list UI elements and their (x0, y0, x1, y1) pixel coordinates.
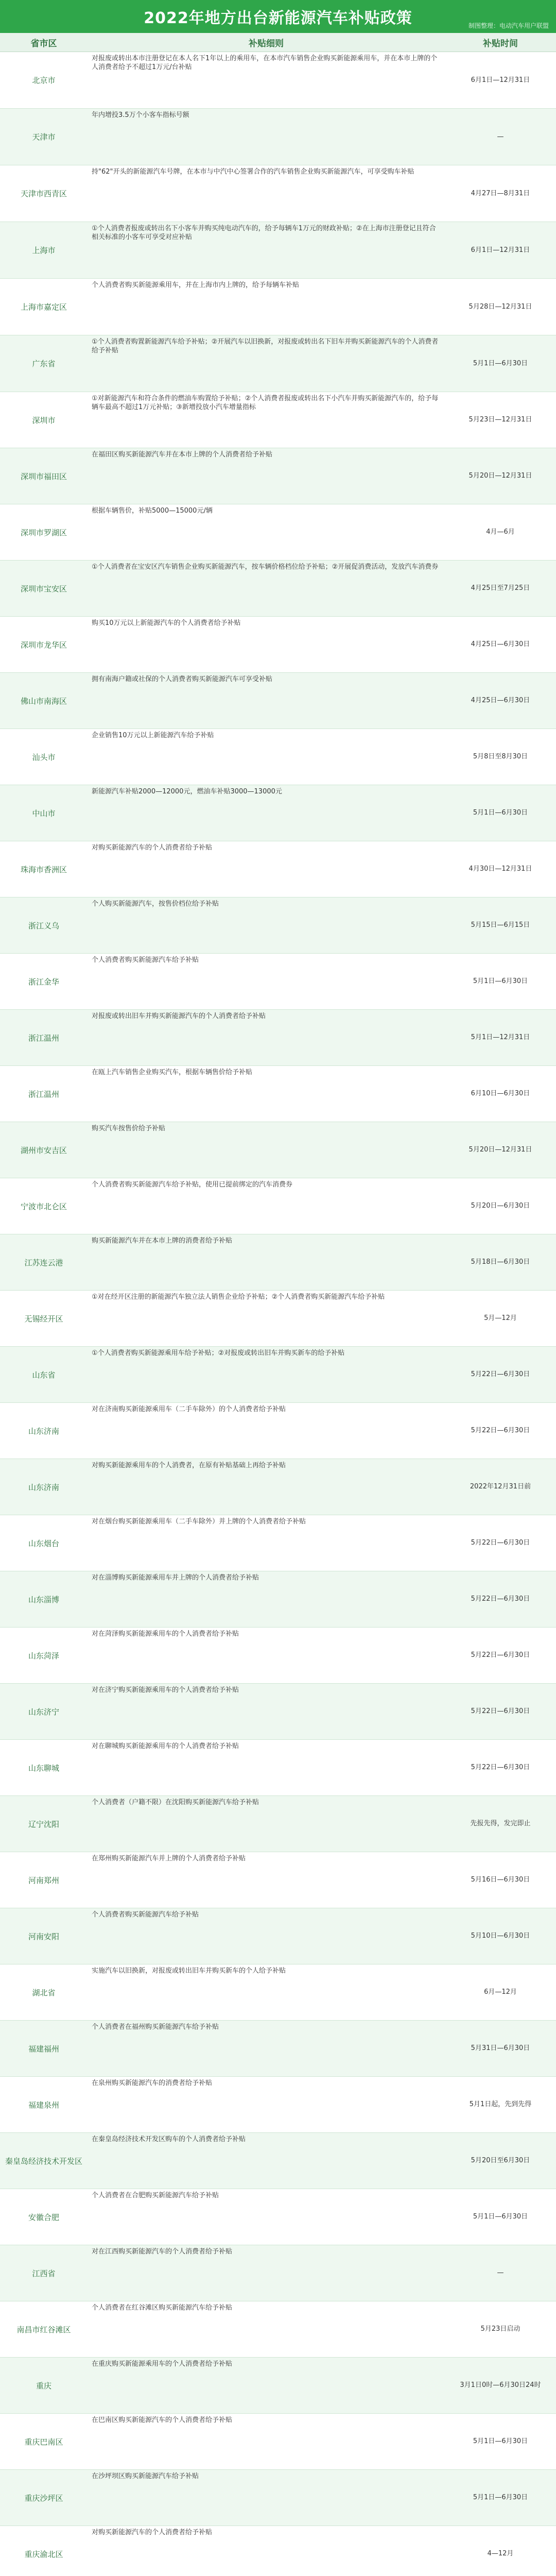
table-row (0, 1515, 556, 1571)
table-row (0, 954, 556, 1010)
table-row (0, 335, 556, 392)
row-period: 4月25日—6月30日 (471, 697, 530, 704)
row-period: 6月1日—12月31日 (471, 246, 530, 254)
table-row (0, 2414, 556, 2470)
row-region: 北京市 (32, 76, 56, 85)
row-period: 5月22日—6月30日 (471, 1370, 530, 1378)
row-region: 秦皇岛经济技术开发区 (5, 2156, 82, 2166)
row-policy: 在泉州购买新能源汽车的消费者给予补贴 (92, 2079, 213, 2087)
row-period: 5月22日—6月30日 (471, 1427, 530, 1434)
row-policy: ①对新能源汽车和符合条件的燃油车购置给予补贴；②个人消费者报废或转出名下小汽车并购买新能源汽车的，给予每辆车最高不超过1万元补贴；③新增投放小汽车增量指标 (92, 395, 439, 411)
row-period: 5月22日—6月30日 (471, 1595, 530, 1603)
row-region: 浙江义乌 (28, 921, 59, 930)
row-policy: 在瓯上汽车销售企业购买汽车，根据车辆售价给予补贴 (92, 1069, 253, 1076)
table-row (0, 1178, 556, 1234)
row-region: 宁波市北仑区 (20, 1201, 67, 1211)
table-row (0, 504, 556, 561)
row-period: 3月1日0时—6月30日24时 (460, 2381, 541, 2389)
row-region: 山东烟台 (28, 1538, 59, 1548)
row-period: 6月—12月 (484, 1988, 517, 1996)
table-row (0, 222, 556, 279)
row-policy: 个人购买新能源汽车，按售价档位给予补贴 (92, 900, 219, 908)
row-period: 5月22日—6月30日 (471, 1651, 530, 1659)
row-policy: 对购买新能源汽车的个人消费者给予补贴 (92, 2529, 213, 2536)
table-row (0, 673, 556, 729)
row-region: 天津市 (32, 132, 56, 142)
row-region: 河南郑州 (28, 1875, 59, 1885)
row-region: 重庆巴南区 (24, 2437, 63, 2447)
row-policy: 年内增投3.5万个小客车指标号额 (92, 111, 189, 119)
page-title: 2022年地方出台新能源汽车补贴政策 (144, 9, 412, 27)
row-period: 5月23日启动 (480, 2325, 520, 2333)
table-row (0, 1964, 556, 2021)
row-period: 5月1日—6月30日 (473, 359, 528, 367)
row-region: 江苏连云港 (24, 1258, 63, 1267)
table-row (0, 1291, 556, 1347)
row-period: 5月22日—6月30日 (471, 1539, 530, 1547)
table-header (0, 33, 556, 52)
row-region: 浙江温州 (28, 1089, 59, 1099)
row-policy: 在郑州购买新能源汽车并上牌的个人消费者给予补贴 (92, 1855, 246, 1862)
table-row (0, 897, 556, 954)
row-region: 深圳市福田区 (20, 471, 67, 481)
table-row (0, 109, 556, 165)
row-period: 5月1日—6月30日 (473, 977, 528, 985)
row-region: 福建泉州 (28, 2100, 59, 2110)
row-period: 5月20日—12月31日 (468, 472, 532, 480)
row-policy: 在巴南区购买新能源汽车的个人消费者给予补贴 (92, 2416, 233, 2424)
row-region: 深圳市罗湖区 (20, 528, 67, 537)
row-period: 5月20日—12月31日 (468, 1146, 532, 1154)
row-policy: 个人消费者购买新能源汽车给予补贴 (92, 1911, 199, 1919)
row-region: 河南安阳 (28, 1931, 59, 1941)
row-period: 5月8日至8月30日 (473, 753, 528, 760)
row-period: 5月15日—6月15日 (471, 921, 530, 929)
row-policy: 个人消费者在合肥购买新能源汽车给予补贴 (92, 2192, 219, 2199)
row-policy: 实施汽车以旧换新，对报废或转出旧车并购买新车的个人给予补贴 (92, 1967, 286, 1975)
row-region: 山东济宁 (28, 1707, 59, 1717)
table-row (0, 392, 556, 448)
row-region: 重庆渝北区 (24, 2549, 63, 2559)
row-region: 广东省 (32, 359, 56, 368)
table-row (0, 1684, 556, 1740)
table-row (0, 2021, 556, 2077)
header-policy: 补贴细则 (249, 38, 284, 49)
table-row (0, 1628, 556, 1684)
row-period: 5月1日—6月30日 (473, 2437, 528, 2445)
row-policy: 持"62"开头的新能源汽车号牌，在本市与中汽中心签署合作的汽车销售企业购买新能源汽车，可享受购车补贴 (92, 168, 414, 176)
table-row (0, 1066, 556, 1122)
row-period: 5月23日—12月31日 (468, 416, 532, 423)
row-period: 4月—6月 (486, 528, 515, 536)
row-policy: 对在聊城购买新能源乘用车的个人消费者给予补贴 (92, 1742, 239, 1750)
row-period: 4月30日—12月31日 (468, 865, 532, 873)
row-policy: 对报废或转出本市注册登记在本人名下1年以上的乘用车，在本市汽车销售企业购买新能源乘用车，并在本市上牌的个人消费者给予不超过1万元/台补贴 (92, 55, 438, 71)
row-policy: 在沙坪坝区购买新能源汽车给予补贴 (92, 2472, 199, 2480)
row-region: 天津市西青区 (20, 189, 67, 198)
row-region: 湖州市安吉区 (20, 1145, 67, 1155)
row-region: 安徽合肥 (28, 2212, 59, 2222)
table-row (0, 1740, 556, 1796)
table-row (0, 1347, 556, 1403)
table-row (0, 1122, 556, 1178)
row-region: 中山市 (32, 808, 56, 818)
table-row (0, 2526, 556, 2576)
row-period: 5月22日—6月30日 (471, 1707, 530, 1715)
row-region: 佛山市南海区 (20, 696, 67, 706)
row-period: 5月28日—12月31日 (468, 302, 532, 311)
row-policy: ①个人消费者购买新能源乘用车给予补贴；②对报废或转出旧车并购买新车的给予补贴 (92, 1349, 345, 1357)
row-region: 上海市 (32, 246, 56, 255)
row-period: 5月1日起，先到先得 (469, 2100, 532, 2108)
row-policy: 个人消费者购买新能源汽车给予补贴，使用已提前绑定的汽车消费券 (92, 1181, 293, 1189)
row-region: 山东省 (32, 1370, 56, 1380)
row-period: 先报先得，发完即止 (470, 1820, 531, 1827)
table-row (0, 1571, 556, 1628)
row-period: 2022年12月31日前 (470, 1483, 531, 1490)
row-period: — (497, 132, 504, 141)
row-region: 汕头市 (32, 752, 56, 762)
row-policy: 对购买新能源乘用车的个人消费者，在原有补贴基础上再给予补贴 (92, 1462, 286, 1469)
row-region: 山东济南 (28, 1482, 59, 1492)
row-policy: ①对在经开区注册的新能源汽车独立法人销售企业给予补贴；②个人消费者购买新能源汽车给予补贴 (92, 1293, 385, 1301)
row-policy: 个人消费者购买新能源乘用车，并在上海市内上牌的，给予每辆车补贴 (92, 281, 300, 289)
row-region: 湖北省 (32, 1988, 56, 1997)
row-policy: 对在济宁购买新能源乘用车的个人消费者给予补贴 (92, 1686, 239, 1694)
table-row (0, 2077, 556, 2133)
row-region: 重庆 (36, 2381, 51, 2391)
row-region: 浙江温州 (28, 1033, 59, 1043)
row-period: 5月20日至6月30日 (471, 2157, 530, 2164)
row-policy: 新能源汽车补贴2000—12000元，燃油车补贴3000—13000元 (92, 788, 282, 795)
row-policy: 企业销售10万元以上新能源汽车给予补贴 (92, 732, 214, 739)
row-region: 山东济南 (28, 1426, 59, 1436)
table-row (0, 1852, 556, 1908)
row-region: 深圳市宝安区 (20, 584, 67, 594)
row-period: 4—12月 (487, 2550, 514, 2557)
row-region: 福建福州 (28, 2044, 59, 2054)
table-row (0, 2245, 556, 2301)
title-bar (0, 0, 556, 33)
table-row (0, 2133, 556, 2189)
row-policy: ①个人消费者购置新能源汽车给予补贴；②开展汽车以旧换新，对报废或转出名下旧车并购买新能源汽车的个人消费者给予补贴 (92, 338, 439, 354)
row-period: 5月—12月 (484, 1314, 517, 1322)
row-period: 5月20日—6月30日 (471, 1202, 530, 1210)
row-region: 山东菏泽 (28, 1651, 59, 1660)
row-policy: 在福田区购买新能源汽车并在本市上牌的个人消费者给予补贴 (92, 451, 273, 459)
table-row (0, 729, 556, 785)
row-policy: 个人消费者在红谷滩区购买新能源汽车给予补贴 (92, 2304, 233, 2312)
row-policy: 对在菏泽购买新能源乘用车的个人消费者给予补贴 (92, 1630, 239, 1638)
row-policy: 对在江西购买新能源汽车的个人消费者给予补贴 (92, 2248, 233, 2256)
row-region: 浙江金华 (28, 977, 59, 987)
row-policy: 在重庆购买新能源乘用车的个人消费者给予补贴 (92, 2360, 233, 2368)
row-period: 5月18日—6月30日 (471, 1258, 530, 1266)
table-row (0, 1908, 556, 1964)
row-region: 无锡经开区 (24, 1314, 63, 1324)
row-period: 5月10日—6月30日 (471, 1932, 530, 1940)
row-period: 4月27日—8月31日 (471, 189, 530, 197)
row-region: 深圳市 (32, 415, 56, 425)
row-policy: 购买汽车按售价给予补贴 (92, 1125, 166, 1132)
row-region: 珠海市香洲区 (20, 865, 67, 874)
row-period: 5月1日—6月30日 (473, 2213, 528, 2221)
row-policy: 个人消费者购买新能源汽车给予补贴 (92, 956, 199, 964)
row-period: 6月10日—6月30日 (471, 1090, 530, 1097)
row-region: 上海市嘉定区 (20, 302, 67, 312)
row-region: 江西省 (32, 2268, 56, 2278)
table-row (0, 785, 556, 841)
row-period: 5月1日—6月30日 (473, 2494, 528, 2501)
row-period: 5月1日—6月30日 (473, 809, 528, 817)
row-region: 南昌市红谷滩区 (16, 2325, 71, 2334)
table-row (0, 2358, 556, 2414)
table-row (0, 52, 556, 109)
table-row (0, 2189, 556, 2245)
header-period: 补贴时间 (483, 38, 518, 49)
row-policy: 对在淄博购买新能源乘用车并上牌的个人消费者给予补贴 (92, 1574, 259, 1582)
row-region: 山东淄博 (28, 1595, 59, 1604)
credit-text: 制图整理：电动汽车用户联盟 (468, 22, 549, 29)
table-row (0, 1234, 556, 1291)
row-period: — (497, 2269, 504, 2277)
table-row (0, 1403, 556, 1459)
row-region: 深圳市龙华区 (20, 640, 67, 650)
row-policy: 个人消费者（户籍不限）在沈阳购买新能源汽车给予补贴 (92, 1799, 259, 1806)
row-policy: ①个人消费者报废或转出名下小客车并购买纯电动汽车的，给予每辆车1万元的财政补贴；②在上海市注册登记且符合相关标准的小客车可享受对应补贴 (92, 225, 436, 241)
table-row (0, 165, 556, 222)
row-policy: 拥有南海户籍或社保的个人消费者购买新能源汽车可享受补贴 (92, 675, 273, 683)
row-period: 5月1日—12月31日 (471, 1033, 530, 1041)
row-policy: 对在烟台购买新能源乘用车（二手车除外）并上牌的个人消费者给予补贴 (92, 1518, 306, 1526)
row-policy: 对报废或转出旧车并购买新能源汽车的个人消费者给予补贴 (92, 1012, 266, 1020)
row-policy: 对购买新能源汽车的个人消费者给予补贴 (92, 844, 213, 852)
row-policy: ①个人消费者在宝安区汽车销售企业购买新能源汽车，按车辆价格档位给予补贴；②开展促消费活动，发放汽车消费券 (92, 563, 439, 571)
row-period: 5月22日—6月30日 (471, 1764, 530, 1771)
table-row (0, 2470, 556, 2526)
table-row (0, 617, 556, 673)
row-region: 重庆沙坪区 (24, 2493, 63, 2503)
row-policy: 对在济南购买新能源乘用车（二手车除外）的个人消费者给予补贴 (92, 1405, 286, 1413)
table-row (0, 561, 556, 617)
row-policy: 个人消费者在福州购买新能源汽车给予补贴 (92, 2023, 219, 2031)
table-row (0, 448, 556, 504)
table-row (0, 1796, 556, 1852)
row-policy: 根据车辆售价，补贴5000—15000元/辆 (92, 507, 213, 515)
row-policy: 在秦皇岛经济技术开发区购车的个人消费者给予补贴 (92, 2136, 246, 2143)
row-period: 5月16日—6月30日 (471, 1876, 530, 1884)
row-period: 4月25日—6月30日 (471, 640, 530, 648)
table-row (0, 279, 556, 335)
header-region: 省市区 (30, 38, 57, 49)
row-period: 4月25日至7月25日 (471, 584, 530, 592)
row-region: 辽宁沈阳 (28, 1819, 59, 1829)
table-row (0, 841, 556, 897)
row-region: 山东聊城 (28, 1763, 59, 1773)
row-period: 5月31日—6月30日 (471, 2044, 530, 2052)
table-row (0, 2301, 556, 2358)
table-row (0, 1459, 556, 1515)
policy-table (0, 52, 556, 2576)
row-policy: 购买10万元以上新能源汽车的个人消费者给予补贴 (92, 619, 241, 627)
table-row (0, 1010, 556, 1066)
row-period: 6月1日—12月31日 (471, 76, 530, 84)
row-policy: 购买新能源汽车并在本市上牌的消费者给予补贴 (92, 1237, 233, 1245)
